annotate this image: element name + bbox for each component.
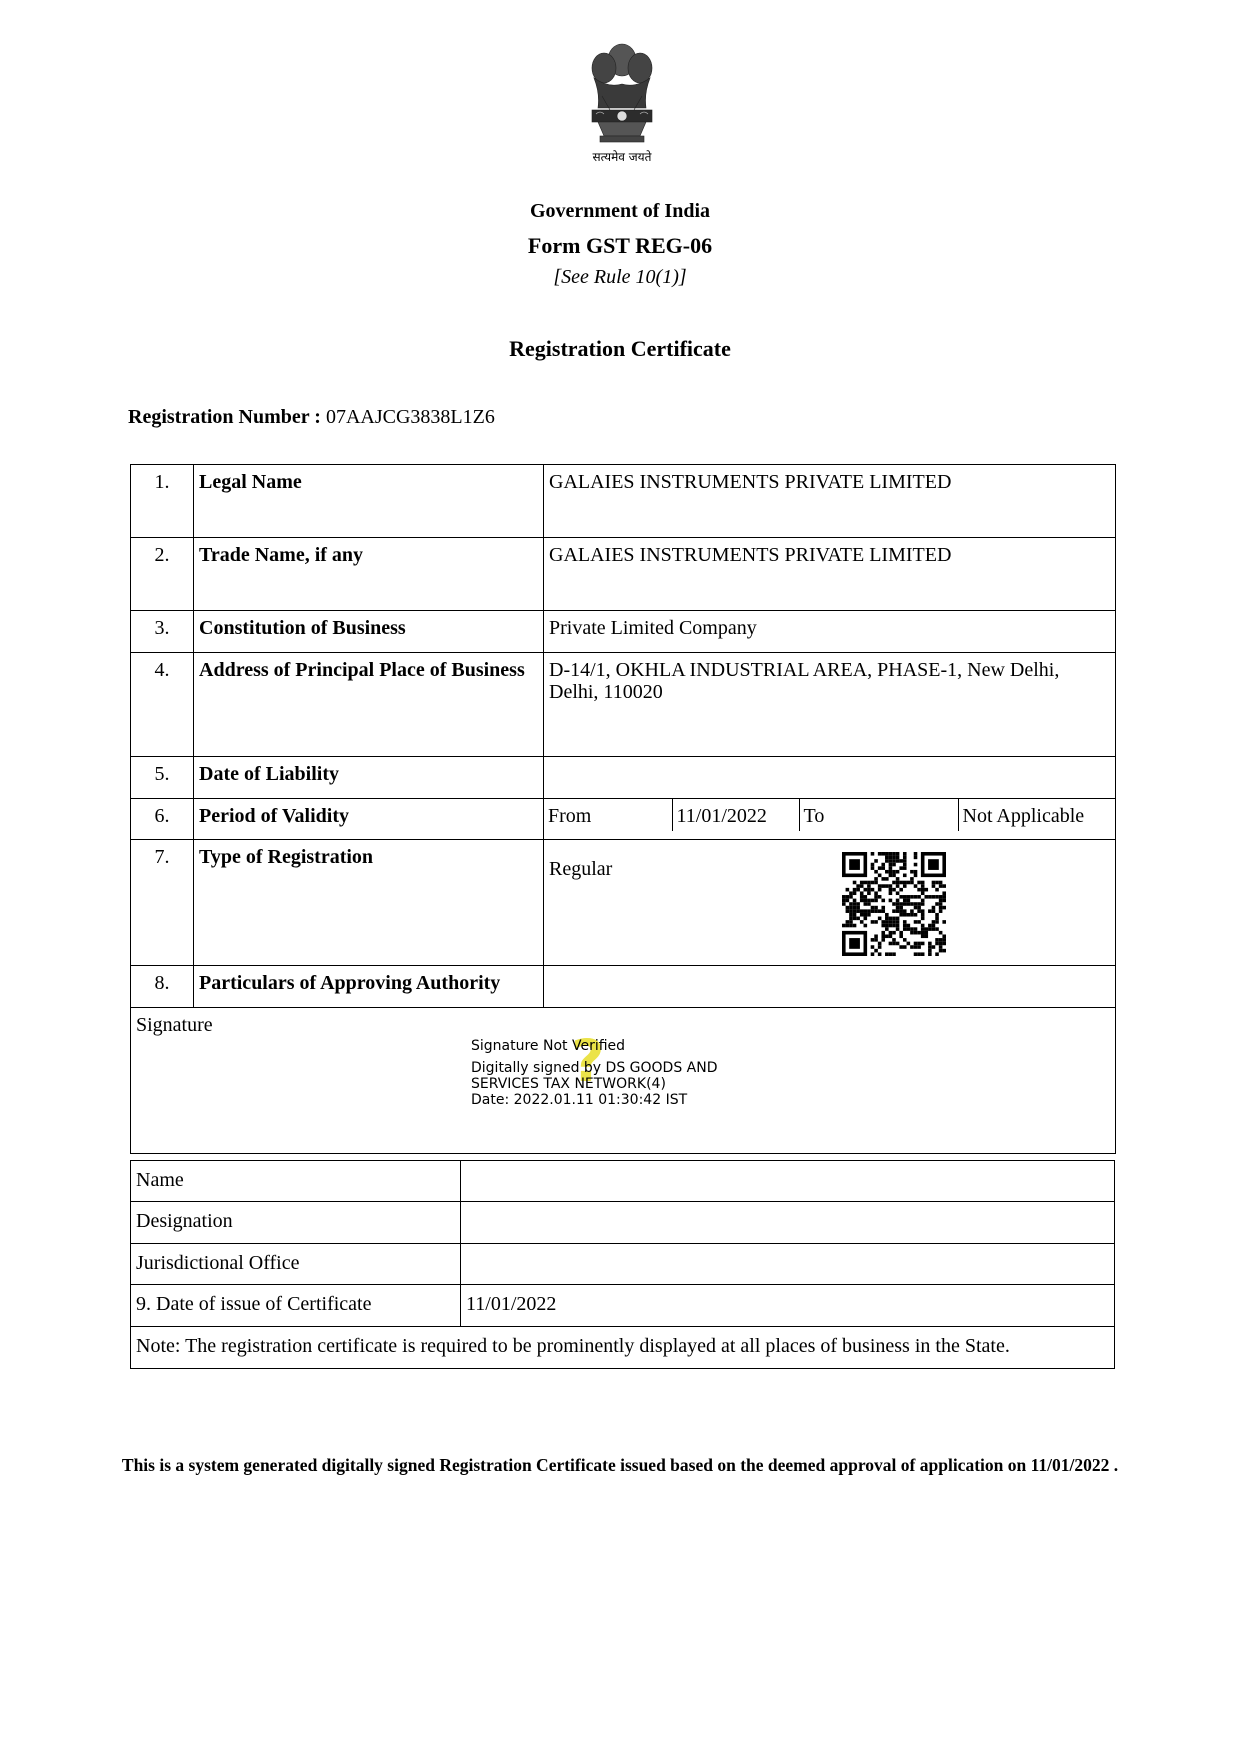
table-row: [131, 465, 1116, 538]
from-date: 11/01/2022: [672, 799, 799, 831]
table-row: [131, 611, 1116, 653]
legal-name-value: GALAIES INSTRUMENTS PRIVATE LIMITED: [544, 465, 1116, 538]
period-of-validity-label: Period of Validity: [194, 799, 544, 840]
table-row: [131, 757, 1116, 799]
row-number: 1.: [131, 465, 194, 538]
jurisdictional-office-value: [461, 1244, 1115, 1285]
trade-name-value: GALAIES INSTRUMENTS PRIVATE LIMITED: [544, 538, 1116, 611]
authority-table: [130, 1160, 1115, 1369]
certificate-title: Registration Certificate: [509, 336, 731, 361]
trade-name-label: Trade Name, if any: [194, 538, 544, 611]
legal-name-label: Legal Name: [194, 465, 544, 538]
period-table: [544, 799, 1115, 831]
type-of-registration-label: Type of Registration: [194, 840, 544, 966]
date-of-issue-value: 11/01/2022: [461, 1285, 1115, 1327]
date-of-liability-value: [544, 757, 1116, 799]
row-number: 5.: [131, 757, 194, 799]
signature-row: [131, 1008, 1116, 1154]
table-row: [131, 653, 1116, 757]
form-title: Form GST REG-06: [527, 233, 713, 258]
to-label: To: [799, 799, 958, 831]
registration-number-line: [128, 406, 495, 429]
government-heading: Government of India: [530, 200, 710, 222]
table-row: [131, 1202, 1115, 1244]
display-note: Note: The registration certificate is required to be prominently displayed at all places of business in the State.: [131, 1327, 1115, 1369]
name-value: [461, 1161, 1115, 1202]
jurisdictional-office-label: Jurisdictional Office: [131, 1244, 461, 1285]
row-number: 3.: [131, 611, 194, 653]
approving-authority-label: Particulars of Approving Authority: [194, 966, 544, 1008]
period-of-validity-cell: [544, 799, 1116, 840]
date-of-issue-label: 9. Date of issue of Certificate: [131, 1285, 461, 1327]
table-row: [131, 1285, 1115, 1327]
digital-signature-stamp[interactable]: [471, 1038, 731, 1108]
designation-value: [461, 1202, 1115, 1244]
signature-signer: Digitally signed by DS GOODS AND SERVICES TAX NETWORK(4): [471, 1060, 718, 1092]
table-row: [131, 966, 1116, 1008]
signature-date: Date: 2022.01.11 01:30:42 IST: [471, 1092, 688, 1108]
type-of-registration-cell: [544, 840, 1116, 966]
constitution-value: Private Limited Company: [544, 611, 1116, 653]
table-row: [131, 1161, 1115, 1202]
system-generated-footer: This is a system generated digitally signed Registration Certificate issued based on the deemed approval of application on 11/01/2022 .: [121, 1455, 1119, 1475]
table-row: [131, 538, 1116, 611]
signature-label: Signature: [136, 1014, 213, 1036]
to-date: Not Applicable: [958, 799, 1115, 831]
date-of-liability-label: Date of Liability: [194, 757, 544, 799]
row-number: 4.: [131, 653, 194, 757]
table-row: [131, 1327, 1115, 1369]
signature-status: Signature Not Verified: [471, 1038, 626, 1054]
approving-authority-value: [544, 966, 1116, 1008]
constitution-label: Constitution of Business: [194, 611, 544, 653]
address-value: D-14/1, OKHLA INDUSTRIAL AREA, PHASE-1, New Delhi, Delhi, 110020: [544, 653, 1116, 757]
certificate-details-table: [130, 464, 1116, 1154]
qr-code-icon: [842, 852, 946, 956]
name-label: Name: [131, 1161, 461, 1202]
table-row: [131, 1244, 1115, 1285]
from-label: From: [548, 805, 592, 827]
question-mark-icon: ?: [571, 1027, 605, 1095]
national-motto: सत्यमेव जयते: [592, 150, 652, 164]
row-number: 8.: [131, 966, 194, 1008]
table-row: [131, 840, 1116, 966]
designation-label: Designation: [131, 1202, 461, 1244]
row-number: 7.: [131, 840, 194, 966]
row-number: 2.: [131, 538, 194, 611]
address-label: Address of Principal Place of Business: [194, 653, 544, 757]
type-of-registration-value: Regular: [549, 858, 613, 880]
row-number: 6.: [131, 799, 194, 840]
signature-cell: [131, 1008, 1116, 1154]
table-row: [131, 799, 1116, 840]
rule-reference: [See Rule 10(1)]: [553, 266, 687, 288]
registration-number-label: Registration Number :: [128, 406, 321, 428]
registration-number-value: 07AAJCG3838L1Z6: [325, 406, 495, 428]
